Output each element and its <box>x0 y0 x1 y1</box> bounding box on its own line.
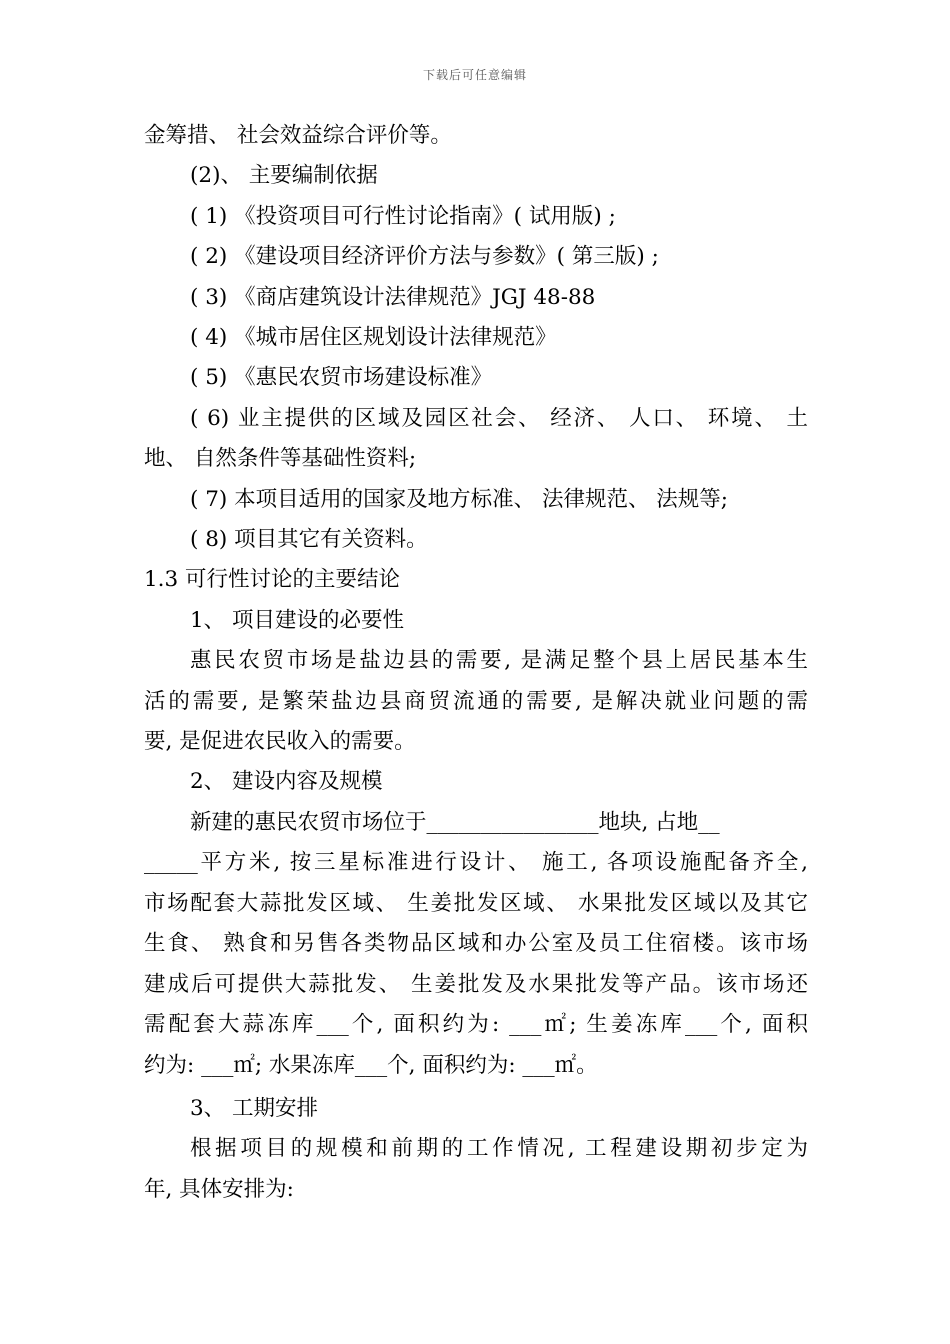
text-line: 生食、 熟食和另售各类物品区域和办公室及员工住宿楼。该市场 <box>144 931 808 956</box>
reference-item: ( 5) 《惠民农贸市场建设标准》 <box>190 365 493 390</box>
page-header: 下载后可任意编辑 <box>422 68 527 82</box>
reference-item: ( 4) 《城市居住区规划设计法律规范》 <box>190 325 557 350</box>
text-line: 市场配套大蒜批发区域、 生姜批发区域、 水果批发区域以及其它 <box>144 891 808 916</box>
text-line: 年, 具体安排为: <box>144 1177 294 1202</box>
reference-item: ( 7) 本项目适用的国家及地方标准、 法律规范、 法规等; <box>190 487 729 512</box>
text-line: 根据项目的规模和前期的工作情况, 工程建设期初步定为 <box>190 1136 808 1161</box>
subsection-heading: 1、 项目建设的必要性 <box>190 608 405 633</box>
text-line: 建成后可提供大蒜批发、 生姜批发及水果批发等产品。该市场还 <box>144 972 808 997</box>
reference-item: ( 6) 业主提供的区域及园区社会、 经济、 人口、 环境、 土 <box>190 406 808 431</box>
subsection-heading: 3、 工期安排 <box>190 1096 319 1121</box>
reference-item: ( 1) 《投资项目可行性讨论指南》( 试用版) ; <box>190 204 616 229</box>
text-line: 地、 自然条件等基础性资料; <box>144 446 417 471</box>
reference-item: ( 2) 《建设项目经济评价方法与参数》( 第三版) ; <box>190 244 659 269</box>
reference-item: ( 8) 项目其它有关资料。 <box>190 527 428 552</box>
text-line: _____平方米, 按三星标准进行设计、 施工, 各项设施配备齐全, <box>144 850 808 875</box>
text-line: 需配套大蒜冻库___个, 面积约为: ___㎡; 生姜冻库___个, 面积 <box>144 1012 808 1037</box>
section-heading: (2)、 主要编制依据 <box>190 163 378 188</box>
section-heading: 1.3 可行性讨论的主要结论 <box>144 567 401 592</box>
text-line: 活的需要, 是繁荣盐边县商贸流通的需要, 是解决就业问题的需 <box>144 689 808 714</box>
reference-item: ( 3) 《商店建筑设计法律规范》JGJ 48-88 <box>190 285 596 310</box>
text-line: 约为: ___㎡; 水果冻库___个, 面积约为: ___㎡。 <box>144 1053 598 1078</box>
text-line: 惠民农贸市场是盐边县的需要, 是满足整个县上居民基本生 <box>190 648 808 673</box>
text-line: 要, 是促进农民收入的需要。 <box>144 729 416 754</box>
text-line: 金筹措、 社会效益综合评价等。 <box>144 123 452 148</box>
subsection-heading: 2、 建设内容及规模 <box>190 769 383 794</box>
text-line: 新建的惠民农贸市场位于________________地块, 占地__ <box>190 810 720 835</box>
